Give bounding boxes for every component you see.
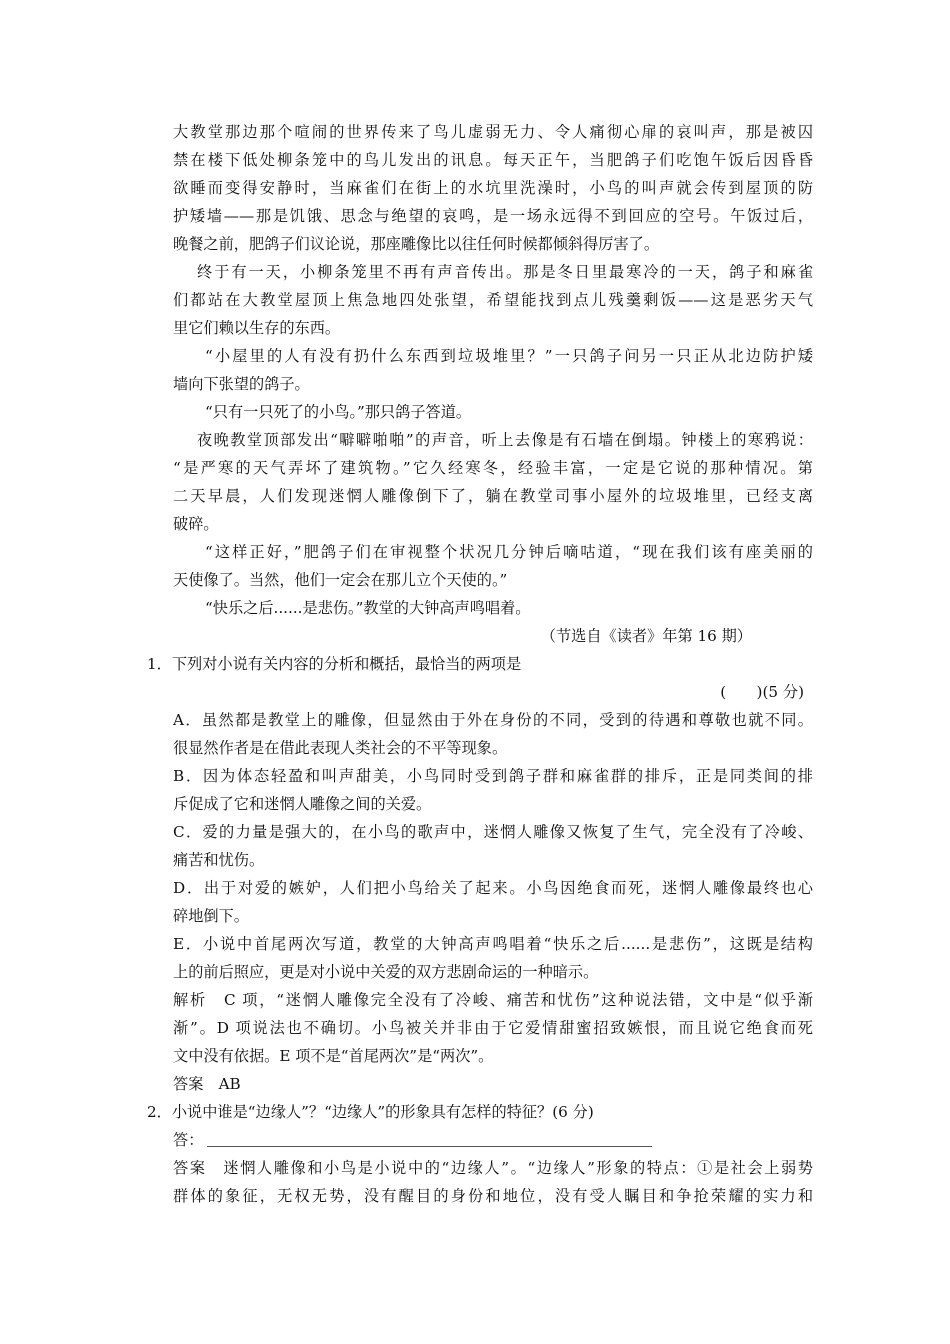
analysis-line: 文中没有依据。E 项不是“首尾两次”是“两次”。 — [173, 1047, 494, 1065]
question-2-answer: 答案 迷惘人雕像和小鸟是小说中的“边缘人”。“边缘人”形象的特点：①是社会上弱势 — [173, 1159, 813, 1177]
passage-line: 终于有一天，小柳条笼里不再有声音传出。那是冬日里最寒冷的一天，鸽子和麻雀 — [197, 263, 813, 281]
question-1-answer: 答案 AB — [173, 1075, 241, 1093]
option-a: A．虽然都是教堂上的雕像，但显然由于外在身份的不同，受到的待遇和尊敬也就不同。 — [173, 711, 813, 729]
passage-line: “快乐之后......是悲伤。”教堂的大钟高声鸣唱着。 — [205, 599, 531, 617]
passage-line: “只有一只死了的小鸟。”那只鸽子答道。 — [205, 403, 472, 421]
passage-line: “是严寒的天气弄坏了建筑物。”它久经寒冬，经验丰富，一定是它说的那种情况。第 — [173, 459, 813, 477]
question-1-score: ( )(5 分) — [720, 683, 804, 701]
option-c-cont: 痛苦和忧伤。 — [173, 851, 265, 869]
option-a-cont: 很显然作者是在借此表现人类社会的不平等现象。 — [173, 739, 508, 757]
passage-line: 破碎。 — [173, 515, 219, 533]
question-2-answer-cont: 群体的象征，无权无势，没有醒目的身份和地位，没有受人瞩目和争抢荣耀的实力和 — [173, 1187, 813, 1205]
option-e: E．小说中首尾两次写道，教堂的大钟高声鸣唱着“快乐之后......是悲伤”，这既是结构 — [173, 935, 813, 953]
passage-line: 天使像了。当然，他们一定会在那儿立个天使的。” — [173, 571, 508, 589]
passage-source: （节选自《读者》年第 16 期） — [540, 627, 752, 645]
option-b: B．因为体态轻盈和叫声甜美，小鸟同时受到鸽子群和麻雀群的排斥，正是同类间的排 — [173, 767, 813, 785]
answer-blank-row — [173, 1127, 813, 1153]
passage-line: “这样正好，”肥鸽子们在审视整个状况几分钟后嘀咕道，“现在我们该有座美丽的 — [205, 543, 813, 561]
passage-line: 护矮墙——那是饥饿、思念与绝望的哀鸣，是一场永远得不到回应的空号。午饭过后， — [173, 207, 813, 225]
passage-line: 们都站在大教堂屋顶上焦急地四处张望，希望能找到点儿残羹剩饭——这是恶劣天气 — [173, 291, 813, 309]
option-b-cont: 斥促成了它和迷惘人雕像之间的关爱。 — [173, 795, 432, 813]
answer-prompt: 答： — [173, 1131, 204, 1149]
answer-blank-line[interactable] — [207, 1132, 652, 1147]
passage-line: 二天早晨，人们发现迷惘人雕像倒下了，躺在教堂司事小屋外的垃圾堆里，已经支离 — [173, 487, 813, 505]
passage-line: 欲睡而变得安静时，当麻雀们在街上的水坑里洗澡时，小鸟的叫声就会传到屋顶的防 — [173, 179, 813, 197]
question-1-stem: 1．下列对小说有关内容的分析和概括，最恰当的两项是 — [147, 655, 522, 673]
option-e-cont: 上的前后照应，更是对小说中关爱的双方悲剧命运的一种暗示。 — [173, 963, 599, 981]
passage-line: 墙向下张望的鸽子。 — [173, 375, 310, 393]
option-d: D．出于对爱的嫉妒，人们把小鸟给关了起来。小鸟因绝食而死，迷惘人雕像最终也心 — [173, 879, 813, 897]
passage-line: “小屋里的人有没有扔什么东西到垃圾堆里？”一只鸽子问另一只正从北边防护矮 — [205, 347, 813, 365]
analysis-line: 解析 C 项，“迷惘人雕像完全没有了冷峻、痛苦和忧伤”这种说法错，文中是“似乎渐 — [173, 991, 813, 1009]
option-c: C．爱的力量是强大的，在小鸟的歌声中，迷惘人雕像又恢复了生气，完全没有了冷峻、 — [173, 823, 813, 841]
option-d-cont: 碎地倒下。 — [173, 907, 249, 925]
passage-line: 夜晚教堂顶部发出“噼噼啪啪”的声音，听上去像是有石墙在倒塌。钟楼上的寒鸦说： — [197, 431, 813, 449]
analysis-line: 渐”。D 项说法也不确切。小鸟被关并非由于它爱情甜蜜招致嫉恨，而且说它绝食而死 — [173, 1019, 813, 1037]
passage-line: 晚餐之前，肥鸽子们议论说，那座雕像比以往任何时候都倾斜得厉害了。 — [173, 235, 659, 253]
question-2-stem: 2．小说中谁是“边缘人”？“边缘人”的形象具有怎样的特征？(6 分) — [147, 1103, 594, 1121]
passage-line: 禁在楼下低处柳条笼中的鸟儿发出的讯息。每天正午，当肥鸽子们吃饱午饭后因昏昏 — [173, 151, 813, 169]
passage-line: 里它们赖以生存的东西。 — [173, 319, 341, 337]
passage-line: 大教堂那边那个喧闹的世界传来了鸟儿虚弱无力、令人痛彻心扉的哀叫声，那是被囚 — [173, 123, 813, 141]
